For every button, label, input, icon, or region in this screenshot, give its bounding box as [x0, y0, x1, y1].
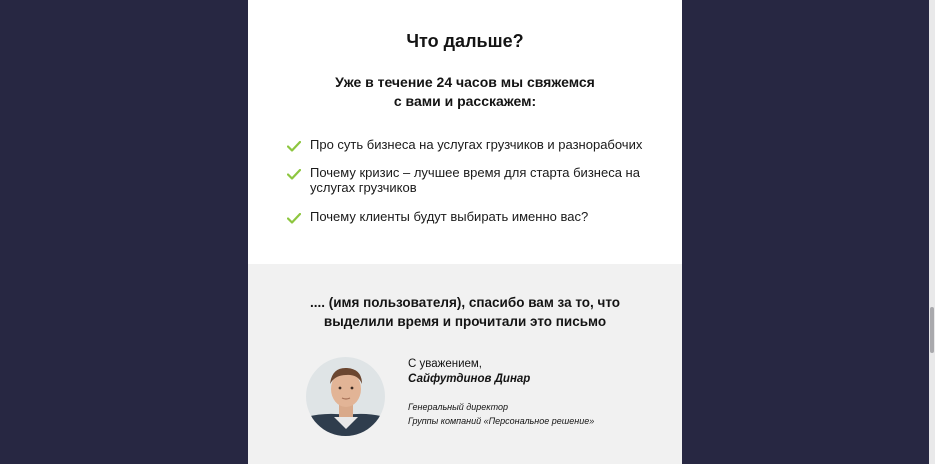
- thanks-text: [248, 293, 682, 331]
- signature: [408, 357, 595, 426]
- check-icon: [287, 141, 301, 152]
- list-item: [287, 137, 642, 152]
- list-item-label: Почему клиенты будут выбирать именно вас?: [310, 209, 589, 224]
- signer-position-line-1: Генеральный директор: [408, 402, 509, 412]
- list-item-label: Про суть бизнеса на услугах грузчиков и разнорабочих: [310, 137, 643, 152]
- thanks-line-2: выделили время и прочитали это письмо: [323, 314, 607, 329]
- signature-section: [248, 264, 682, 464]
- subtitle-line-1: Уже в течение 24 часов мы свяжемся: [335, 74, 595, 90]
- email-body: [248, 0, 682, 464]
- signer-position-line-2: Группы компаний «Персональное решение»: [408, 416, 595, 426]
- regards-text: С уважением,: [408, 358, 482, 370]
- check-icon: [287, 213, 301, 224]
- list-item-label: Почему кризис – лучшее время для старта бизнеса на услугах грузчиков: [310, 165, 640, 195]
- subtitle: [248, 73, 682, 111]
- avatar: [306, 357, 385, 436]
- thanks-line-1: .... (имя пользователя), спасибо вам за то, что: [309, 295, 621, 310]
- avatar-photo: [306, 357, 385, 436]
- check-icon: [287, 169, 301, 180]
- scrollbar-thumb[interactable]: [930, 307, 934, 353]
- page-title: Что дальше?: [406, 31, 524, 51]
- scrollbar[interactable]: [929, 0, 935, 464]
- next-steps-section: [248, 0, 682, 264]
- signer-name: Сайфутдинов Динар: [408, 373, 531, 385]
- list-item: [287, 209, 588, 224]
- subtitle-line-2: с вами и расскажем:: [393, 93, 537, 109]
- list-item: [287, 165, 647, 195]
